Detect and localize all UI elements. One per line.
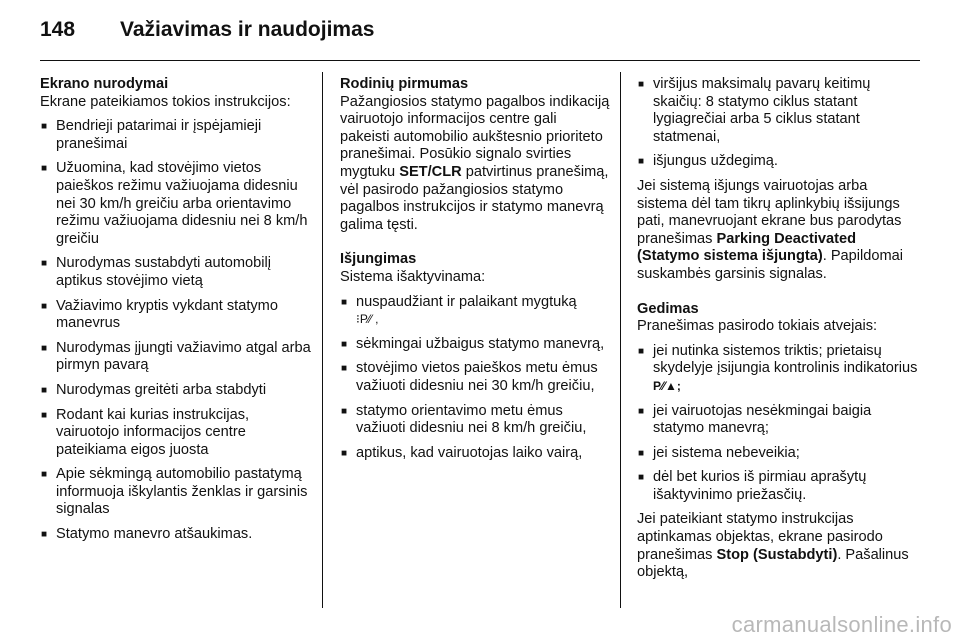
list-item: ■ Važiavimo kryptis vykdant statymo manevrus: [41, 297, 278, 332]
bullet-icon: ■: [638, 79, 645, 90]
bullet-icon: ■: [341, 363, 348, 375]
list-item: ■ nuspaudžiant ir palaikant mygtuką ⁝P⁄⁄ ,: [341, 293, 577, 327]
bullet-icon: ■: [41, 529, 48, 541]
list-item: ■ jei nutinka sistemos triktis; prietaisų skydelyje įsijungia kontrolinis indikatorius P⁄⁄▲;: [638, 342, 918, 393]
bullet-icon: ■: [41, 409, 48, 421]
list-item: ■ sėkmingai užbaigus statymo manevrą,: [341, 335, 605, 352]
page-number: 148: [40, 18, 76, 41]
parking-deactivated-message: Parking Deactivated (Statymo sistema išjungta): [637, 230, 857, 265]
bullet-icon: ■: [41, 163, 48, 175]
bullet-icon: ■: [41, 469, 48, 481]
list-item: ■ jei vairuotojas nesėkmingai baigia statymo manevrą;: [638, 402, 872, 437]
deactivation-list-continued: [637, 76, 920, 171]
body-paragraph: Sistema išaktyvinama:: [340, 268, 486, 285]
list-item: ■ dėl bet kurios iš pirmiau aprašytų išaktyvinimo priežasčių.: [638, 469, 867, 503]
set-clr-label: SET/CLR: [399, 163, 462, 180]
list-item: ■ Rodant kai kurias instrukcijas, vairuotojo informacijos centre pateikiama eigos juosta: [41, 406, 250, 458]
column-divider-1: [322, 72, 323, 608]
bullet-icon: ■: [638, 156, 645, 168]
bullet-icon: ■: [638, 472, 645, 484]
list-item: ■ išjungus uždegimą.: [638, 153, 778, 170]
fault-list: [637, 343, 920, 505]
list-item: ■ Užuomina, kad stovėjimo vietos paieškos režimu važiuojama didesniu nei 30 km/h greičiu arba orientavimo režimu važiuojama didesniu nei 8 km/h greičiu: [41, 160, 308, 247]
bullet-icon: ■: [41, 342, 48, 354]
intro-paragraph: Ekrane pateikiamos tokios instrukcijos:: [40, 93, 291, 110]
bullet-icon: ■: [341, 338, 348, 350]
watermark: carmanualsonline.info: [731, 612, 952, 637]
list-item: ■ statymo orientavimo metu ėmus važiuoti didesniu nei 8 km/h greičiu,: [341, 402, 587, 437]
stop-message: Stop (Sustabdyti): [716, 546, 838, 563]
bullet-icon: ■: [41, 384, 48, 396]
bullet-icon: ■: [638, 405, 645, 417]
list-item: ■ Statymo manevro atšaukimas.: [41, 526, 253, 543]
list-item: ■ Bendrieji patarimai ir įspėjamieji pranešimai: [41, 118, 262, 152]
list-item: ■ jei sistema nebeveikia;: [638, 444, 800, 461]
body-paragraph: Jei sistemą išjungs vairuotojas arba sistema dėl tam tikrų aplinkybių išsijungs pati, manevruojant ekrane bus parodytas pranešimas Parking Deactivated (Statymo sistema išjungta). Papildomai suskambės garsinis signalas.: [637, 177, 904, 282]
parking-button-icon: ⁝P⁄⁄ ,: [356, 312, 379, 327]
list-item: ■ Nurodymas greitėti arba stabdyti: [41, 381, 267, 398]
bullet-icon: ■: [638, 345, 645, 357]
column-2: [340, 76, 610, 462]
instruction-list: [40, 118, 312, 543]
header-rule: [40, 60, 920, 61]
section-heading: Ekrano nurodymai: [40, 76, 169, 92]
list-item: ■ Apie sėkmingą automobilio pastatymą informuoja iškylantis ženklas ir garsinis signalas: [41, 466, 308, 518]
bullet-icon: ■: [41, 300, 48, 312]
bullet-icon: ■: [41, 121, 48, 133]
body-paragraph: Pažangiosios statymo pagalbos indikaciją vairuotojo informacijos centre gali pakeisti automobilio aukštesnio prioriteto pranešimai. Posūkio signalo svirties mygtuku SET/CLR patvirtinus pranešimą, vėl pasirodo pažangiosios statymo pagalbos instrukcijos ir statymo manevrą galima tęsti.: [340, 93, 610, 233]
deactivation-list: [340, 294, 610, 463]
bullet-icon: ■: [341, 447, 348, 459]
list-item: ■ stovėjimo vietos paieškos metu ėmus važiuoti didesniu nei 30 km/h greičiu,: [341, 360, 598, 394]
bullet-icon: ■: [341, 405, 348, 417]
bullet-icon: ■: [341, 296, 348, 308]
section-heading: Gedimas: [637, 300, 699, 317]
column-3: [637, 76, 920, 582]
bullet-icon: ■: [41, 258, 48, 270]
list-item: ■ Nurodymas įjungti važiavimo atgal arba pirmyn pavarą: [41, 339, 311, 374]
section-heading: Rodinių pirmumas: [340, 76, 469, 92]
chapter-title: Važiavimas ir naudojimas: [120, 18, 375, 41]
list-item: ■ aptikus, kad vairuotojas laiko vairą,: [341, 444, 583, 461]
list-item: ■ Nurodymas sustabdyti automobilį aptikus stovėjimo vietą: [41, 255, 271, 289]
parking-warning-icon: P⁄⁄▲;: [653, 378, 681, 393]
column-divider-2: [620, 72, 621, 608]
section-heading: Išjungimas: [340, 251, 417, 268]
body-paragraph: Jei pateikiant statymo instrukcijas aptinkamas objektas, ekrane pasirodo pranešimas Stop (Sustabdyti). Pašalinus objektą,: [637, 511, 909, 581]
bullet-icon: ■: [638, 447, 645, 459]
list-item: ■ viršijus maksimalų pavarų keitimų skaičių: 8 statymo ciklus statant lygiagrečiai arba 5 ciklus statant statmenai,: [638, 76, 871, 145]
column-1: [40, 76, 312, 544]
body-paragraph: Pranešimas pasirodo tokiais atvejais:: [637, 318, 878, 335]
